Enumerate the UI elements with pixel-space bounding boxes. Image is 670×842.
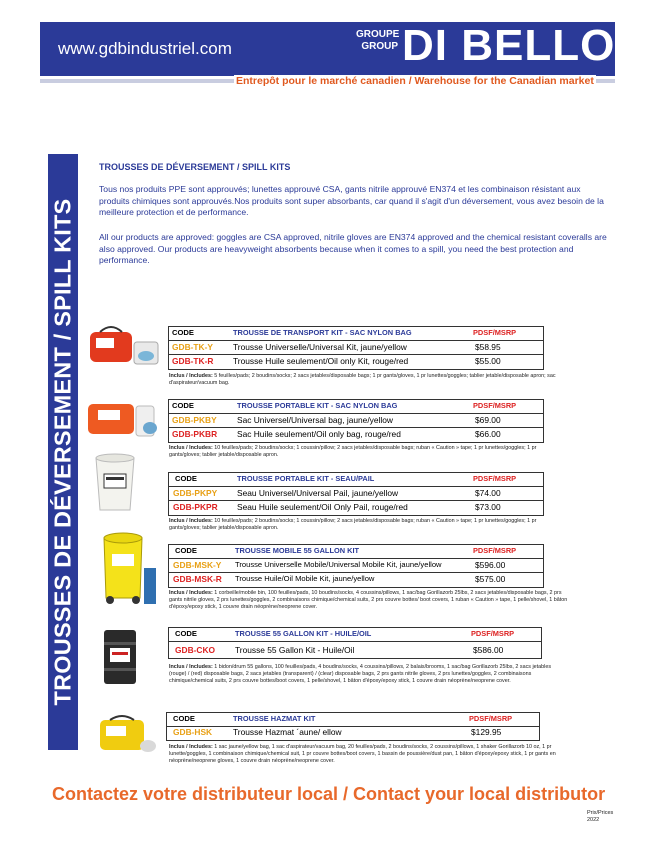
- product-price: $586.00: [473, 645, 504, 655]
- product-description: Seau Universel/Universal Pail, jaune/yellow: [237, 488, 399, 498]
- price-header: PDSF/MSRP: [473, 401, 517, 410]
- kit-includes: [169, 590, 569, 611]
- kit-table-55-gallon-oil: [168, 627, 542, 659]
- code-header: CODE: [173, 714, 195, 723]
- product-price: $58.95: [475, 342, 501, 352]
- kit-table-portable-bag: [168, 399, 544, 443]
- kit-header-row: [167, 713, 539, 727]
- code-header: CODE: [172, 401, 194, 410]
- drum-55-gallon-kit-image: [98, 624, 142, 690]
- kit-title: TROUSSE DE TRANSPORT KIT - SAC NYLON BAG: [233, 328, 412, 337]
- table-row: [169, 642, 541, 657]
- table-row: [169, 487, 543, 501]
- table-row: [169, 355, 543, 368]
- table-row: [169, 414, 543, 428]
- includes-text: 1 bidon/drum 55 gallons, 100 feuilles/pads, 4 boudins/socks, 4 coussins/pillows, 2 balais/brooms, 1 sac/bag Gorillazorb 25lbs, 2 sacs jetables (rouge) / (red) disposable bags, 2 sacs jetables (transparent) / (clear) disposable bags, 2 prs gants nitrile gloves, 2 prs lunettes/goggles, 2 combinaisons chimique/chemical suits, 2 prs couvre bottes/boot covers, 1 pelle/shovel, 1 bâton d'époxy/epoxy stick, 1 couvre drain néoprène/neoprene cover.: [169, 664, 552, 684]
- kit-includes: [169, 445, 569, 459]
- brand-logo: DI BELLO: [402, 21, 616, 70]
- table-row: [169, 501, 543, 514]
- kit-title: TROUSSE PORTABLE KIT - SEAU/PAIL: [237, 474, 375, 483]
- product-description: Sac Universel/Universal bag, jaune/yellow: [237, 415, 393, 425]
- price-header: PDSF/MSRP: [471, 629, 515, 638]
- year-label: 2022: [587, 816, 600, 823]
- product-description: Trousse 55 Gallon Kit - Huile/Oil: [235, 645, 355, 655]
- groupe-fr: GROUPE: [356, 29, 400, 40]
- includes-text: 10 feuilles/pads; 2 boudins/socks; 1 coussin/pillow; 2 sacs jetables/disposable bags; ruban « Caution » tape; 1 pr lunettes/goggles; 1 pr gants/gloves; tablier jetable/disposable apron.: [169, 518, 537, 531]
- product-description: Trousse Huile seulement/Oil only Kit, rouge/red: [233, 356, 409, 366]
- product-code: GDB-PKPY: [173, 488, 218, 498]
- kit-header-row: [169, 628, 541, 642]
- kit-includes: [169, 518, 569, 532]
- product-code: GDB-HSK: [173, 727, 213, 737]
- includes-label: Inclus / Includes:: [169, 664, 213, 670]
- includes-label: Inclus / Includes:: [169, 744, 213, 750]
- mobile-55-gallon-kit-image: [98, 528, 160, 612]
- kit-header-row: [169, 473, 543, 487]
- kit-header-row: [169, 400, 543, 414]
- code-header: CODE: [175, 629, 197, 638]
- product-description: Sac Huile seulement/Oil only bag, rouge/red: [237, 429, 401, 439]
- kit-title: TROUSSE MOBILE 55 GALLON KIT: [235, 546, 360, 555]
- product-price: $575.00: [475, 574, 506, 584]
- product-code: GDB-PKBR: [172, 429, 218, 439]
- includes-label: Inclus / Includes:: [169, 373, 213, 379]
- kit-title: TROUSSE PORTABLE KIT - SAC NYLON BAG: [237, 401, 398, 410]
- product-code: GDB-MSK-R: [173, 574, 222, 584]
- product-code: GDB-MSK-Y: [173, 560, 222, 570]
- kit-title: TROUSSE HAZMAT KIT: [233, 714, 316, 723]
- table-row: [169, 559, 543, 573]
- sidebar-vertical-title: [48, 154, 78, 750]
- table-row: [169, 428, 543, 441]
- product-code: GDB-PKPR: [173, 502, 218, 512]
- header-banner: [40, 22, 615, 76]
- kit-includes: [169, 664, 569, 685]
- product-code: GDB-CKO: [175, 645, 216, 655]
- contact-distributor: Contactez votre distributeur local / Contact your local distributor: [52, 784, 606, 804]
- includes-text: 5 feuilles/pads; 2 boudins/socks; 2 sacs jetables/disposable bags; 1 pr gants/gloves, 1 pr lunettes/goggles; tablier jetable/disposable apron; sac d'aspirateur/vacuum bag.: [169, 373, 556, 386]
- product-code: GDB-PKBY: [172, 415, 217, 425]
- includes-label: Inclus / Includes:: [169, 590, 213, 596]
- kit-table-portable-pail: [168, 472, 544, 516]
- product-price: $596.00: [475, 560, 506, 570]
- kit-table-hazmat: [166, 712, 540, 741]
- product-description: Trousse Hazmat ´aune/ ellow: [233, 727, 342, 737]
- product-description: Trousse Huile/Oil Mobile Kit, jaune/yellow: [235, 574, 375, 583]
- price-header: PDSF/MSRP: [473, 546, 517, 555]
- kit-header-row: [169, 327, 543, 341]
- product-price: $69.00: [475, 415, 501, 425]
- product-description: Seau Huile seulement/Oil Only Pail, rouge/red: [237, 502, 408, 512]
- intro-french: Tous nos produits PPE sont approuvés; lunettes approuvé CSA, gants nitrile approuvé EN374 et les combinaison résistant aux produits chimiques sont approuvés.Nos produits sont super absorbants, car quand il s'agit d'un déversement, vous avez besoin de la meilleure protection et de performance.: [99, 184, 604, 217]
- includes-label: Inclus / Includes:: [169, 518, 213, 524]
- kit-table-mobile-55: [168, 544, 544, 588]
- kit-includes: [169, 373, 569, 387]
- product-price: $55.00: [475, 356, 501, 366]
- kit-title: TROUSSE 55 GALLON KIT - HUILE/OIL: [235, 629, 372, 638]
- table-row: [167, 726, 539, 739]
- code-header: CODE: [172, 328, 194, 337]
- intro-english: All our products are approved: goggles are CSA approved, nitrile gloves are EN374 approved and the chemical resistant coveralls are also approved. Our products are heavyweight absorbents because when it comes to a spill, you need the best protection and performance.: [99, 232, 607, 265]
- price-header: PDSF/MSRP: [473, 474, 517, 483]
- product-price: $129.95: [471, 727, 502, 737]
- table-row: [169, 573, 543, 586]
- includes-label: Inclus / Includes:: [169, 445, 213, 451]
- includes-text: 1 corbeille/mobile bin, 100 feuilles/pads, 10 boudins/socks, 4 coussins/pillows, 1 sac/bag Gorillazorb 25lbs, 2 sacs jetables/disposable bags, 2 prs gants nitrile gloves, 2 prs lunettes/goggles, 2 combinaisons chimique/chemical suits, 2 prs couvre bottes/ boot covers, 1 ruban « Caution » tape, 1 pelle/shovel, 1 bâton d'époxy/epoxy stick, 1 couvre drain néoprène/neoprene cover.: [169, 590, 568, 610]
- code-header: CODE: [175, 546, 197, 555]
- groupe-label: [356, 29, 398, 53]
- product-price: $66.00: [475, 429, 501, 439]
- price-header: PDSF/MSRP: [473, 328, 517, 337]
- price-year-note: [587, 810, 613, 823]
- product-price: $73.00: [475, 502, 501, 512]
- includes-text: 1 sac jaune/yellow bag, 1 sac d'aspirateur/vacuum bag, 20 feuilles/pads, 2 boudins/socks, 2 coussins/pillows, 1 shaker Gorillazorb 10 oz, 1 pr lunette/goggles, 1 combinaison chimique/chemical suit, 1 pr couvre bottes/boot covers, 1 bassin de poussière/dust pan, 1 bâton d'époxy/epoxy stick, 1 pr gants en néoprène/neoprene gloves, 1 couvre drain néoprène/neoprene cover.: [169, 744, 556, 764]
- sidebar-title-text: TROUSSES DE DÉVERSEMENT / SPILL KITS: [49, 198, 76, 706]
- kit-table-transport: [168, 326, 544, 370]
- includes-text: 10 feuilles/pads; 2 boudins/socks; 1 coussin/pillow; 2 sacs jetables/disposable bags; ruban « Caution » tape; 1 pr lunettes/goggles; 1 pr gants/gloves; tablier jetable/disposable apron.: [169, 445, 537, 458]
- code-header: CODE: [175, 474, 197, 483]
- prix-label: Prix/Prices: [587, 810, 614, 816]
- portable-bag-kit-image: [86, 398, 164, 442]
- product-code: GDB-TK-R: [172, 356, 214, 366]
- groupe-en: GROUP: [361, 41, 398, 52]
- kit-includes: [169, 744, 569, 765]
- table-row: [169, 341, 543, 355]
- kit-header-row: [169, 545, 543, 559]
- product-description: Trousse Universelle Mobile/Universal Mobile Kit, jaune/yellow: [235, 560, 442, 569]
- website-url[interactable]: www.gdbindustriel.com: [58, 39, 232, 58]
- pail-kit-image: [90, 450, 140, 514]
- product-code: GDB-TK-Y: [172, 342, 213, 352]
- product-price: $74.00: [475, 488, 501, 498]
- price-header: PDSF/MSRP: [469, 714, 513, 723]
- nylon-bag-kit-image: [86, 322, 164, 370]
- hazmat-kit-image: [96, 712, 158, 756]
- product-description: Trousse Universelle/Universal Kit, jaune/yellow: [233, 342, 407, 352]
- warehouse-tagline: Entrepôt pour le marché canadien / Warehouse for the Canadian market: [236, 75, 594, 87]
- section-title: TROUSSES DE DÉVERSEMENT / SPILL KITS: [99, 162, 291, 172]
